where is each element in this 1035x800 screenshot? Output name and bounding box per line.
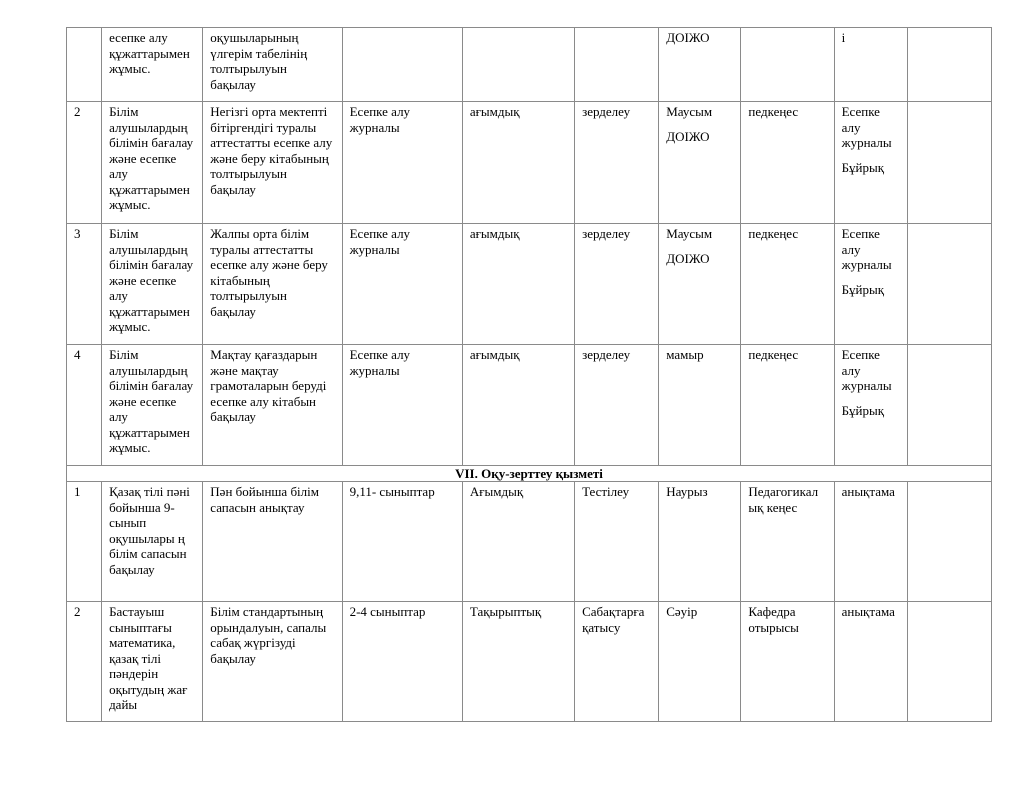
extra-cell: [907, 102, 991, 224]
activity-cell: есепке алу құжаттарымен жұмыс.: [102, 28, 203, 102]
result-cell: і: [834, 28, 907, 102]
activity-cell: Қазақ тілі пәні бойынша 9-сынып оқушылары ң білім сапасын бақылау: [102, 482, 203, 602]
activity-cell: Бастауыш сыныптағы математика, қазақ тілі пәндерін оқытудың жағ дайы: [102, 602, 203, 722]
venue-cell: [741, 28, 834, 102]
type-cell: [462, 28, 574, 102]
venue-cell: Кафедра отырысы: [741, 602, 834, 722]
type-cell: ағымдық: [462, 102, 574, 224]
extra-cell: [907, 602, 991, 722]
venue-cell: педкеңес: [741, 102, 834, 224]
table-row: [67, 28, 992, 102]
plan-table: [66, 27, 992, 722]
method-cell: Тестілеу: [575, 482, 659, 602]
goal-cell: Негізгі орта мектепті бітіргендігі туралы аттестатты есепке алу және беру кітабының толтырылуын бақылау: [203, 102, 342, 224]
object-cell: Есепке алу журналы: [342, 224, 462, 345]
row-number: 4: [67, 345, 102, 466]
goal-cell: Пән бойынша білім сапасын анықтау: [203, 482, 342, 602]
result-cell: Есепке алу журналы Бұйрық: [834, 345, 907, 466]
table-row: [67, 102, 992, 224]
result-cell: анықтама: [834, 482, 907, 602]
goal-cell: Жалпы орта білім туралы аттестатты есепке алу және беру кітабының толтырылуын бақылау: [203, 224, 342, 345]
row-number: 2: [67, 102, 102, 224]
object-cell: 9,11- сыныптар: [342, 482, 462, 602]
goal-cell: оқушыларының үлгерім табелінің толтырылуын бақылау: [203, 28, 342, 102]
goal-cell: Мақтау қағаздарын және мақтау грамоталарын беруді есепке алу кітабын бақылау: [203, 345, 342, 466]
table-row: [67, 602, 992, 722]
object-cell: [342, 28, 462, 102]
deadline-cell: Сәуір: [659, 602, 741, 722]
method-cell: зерделеу: [575, 224, 659, 345]
row-number: 1: [67, 482, 102, 602]
deadline-cell: ДОІЖО: [659, 28, 741, 102]
object-cell: 2-4 сыныптар: [342, 602, 462, 722]
deadline-cell: Маусым ДОІЖО: [659, 102, 741, 224]
table-row: [67, 345, 992, 466]
type-cell: ағымдық: [462, 224, 574, 345]
method-cell: зерделеу: [575, 102, 659, 224]
venue-cell: Педагогикал ық кеңес: [741, 482, 834, 602]
method-cell: [575, 28, 659, 102]
table-row: [67, 482, 992, 602]
deadline-cell: Наурыз: [659, 482, 741, 602]
row-number: 2: [67, 602, 102, 722]
result-cell: анықтама: [834, 602, 907, 722]
venue-cell: педкеңес: [741, 345, 834, 466]
type-cell: Тақырыптық: [462, 602, 574, 722]
type-cell: ағымдық: [462, 345, 574, 466]
goal-cell: Білім стандартының орындалуын, сапалы сабақ жүргізуді бақылау: [203, 602, 342, 722]
deadline-cell: Маусым ДОІЖО: [659, 224, 741, 345]
object-cell: Есепке алу журналы: [342, 345, 462, 466]
row-number: [67, 28, 102, 102]
deadline-cell: мамыр: [659, 345, 741, 466]
extra-cell: [907, 224, 991, 345]
row-number: 3: [67, 224, 102, 345]
section-title: VII. Оқу-зерттеу қызметі: [67, 466, 992, 482]
activity-cell: Білім алушылардың білімін бағалау және есепке алу құжаттарымен жұмыс.: [102, 102, 203, 224]
extra-cell: [907, 28, 991, 102]
activity-cell: Білім алушылардың білімін бағалау және есепке алу құжаттарымен жұмыс.: [102, 345, 203, 466]
result-cell: Есепке алу журналы Бұйрық: [834, 102, 907, 224]
venue-cell: педкеңес: [741, 224, 834, 345]
method-cell: Сабақтарға қатысу: [575, 602, 659, 722]
extra-cell: [907, 482, 991, 602]
extra-cell: [907, 345, 991, 466]
table-row: [67, 224, 992, 345]
result-cell: Есепке алу журналы Бұйрық: [834, 224, 907, 345]
object-cell: Есепке алу журналы: [342, 102, 462, 224]
activity-cell: Білім алушылардың білімін бағалау және есепке алу құжаттарымен жұмыс.: [102, 224, 203, 345]
section-header-row: [67, 466, 992, 482]
method-cell: зерделеу: [575, 345, 659, 466]
type-cell: Ағымдық: [462, 482, 574, 602]
